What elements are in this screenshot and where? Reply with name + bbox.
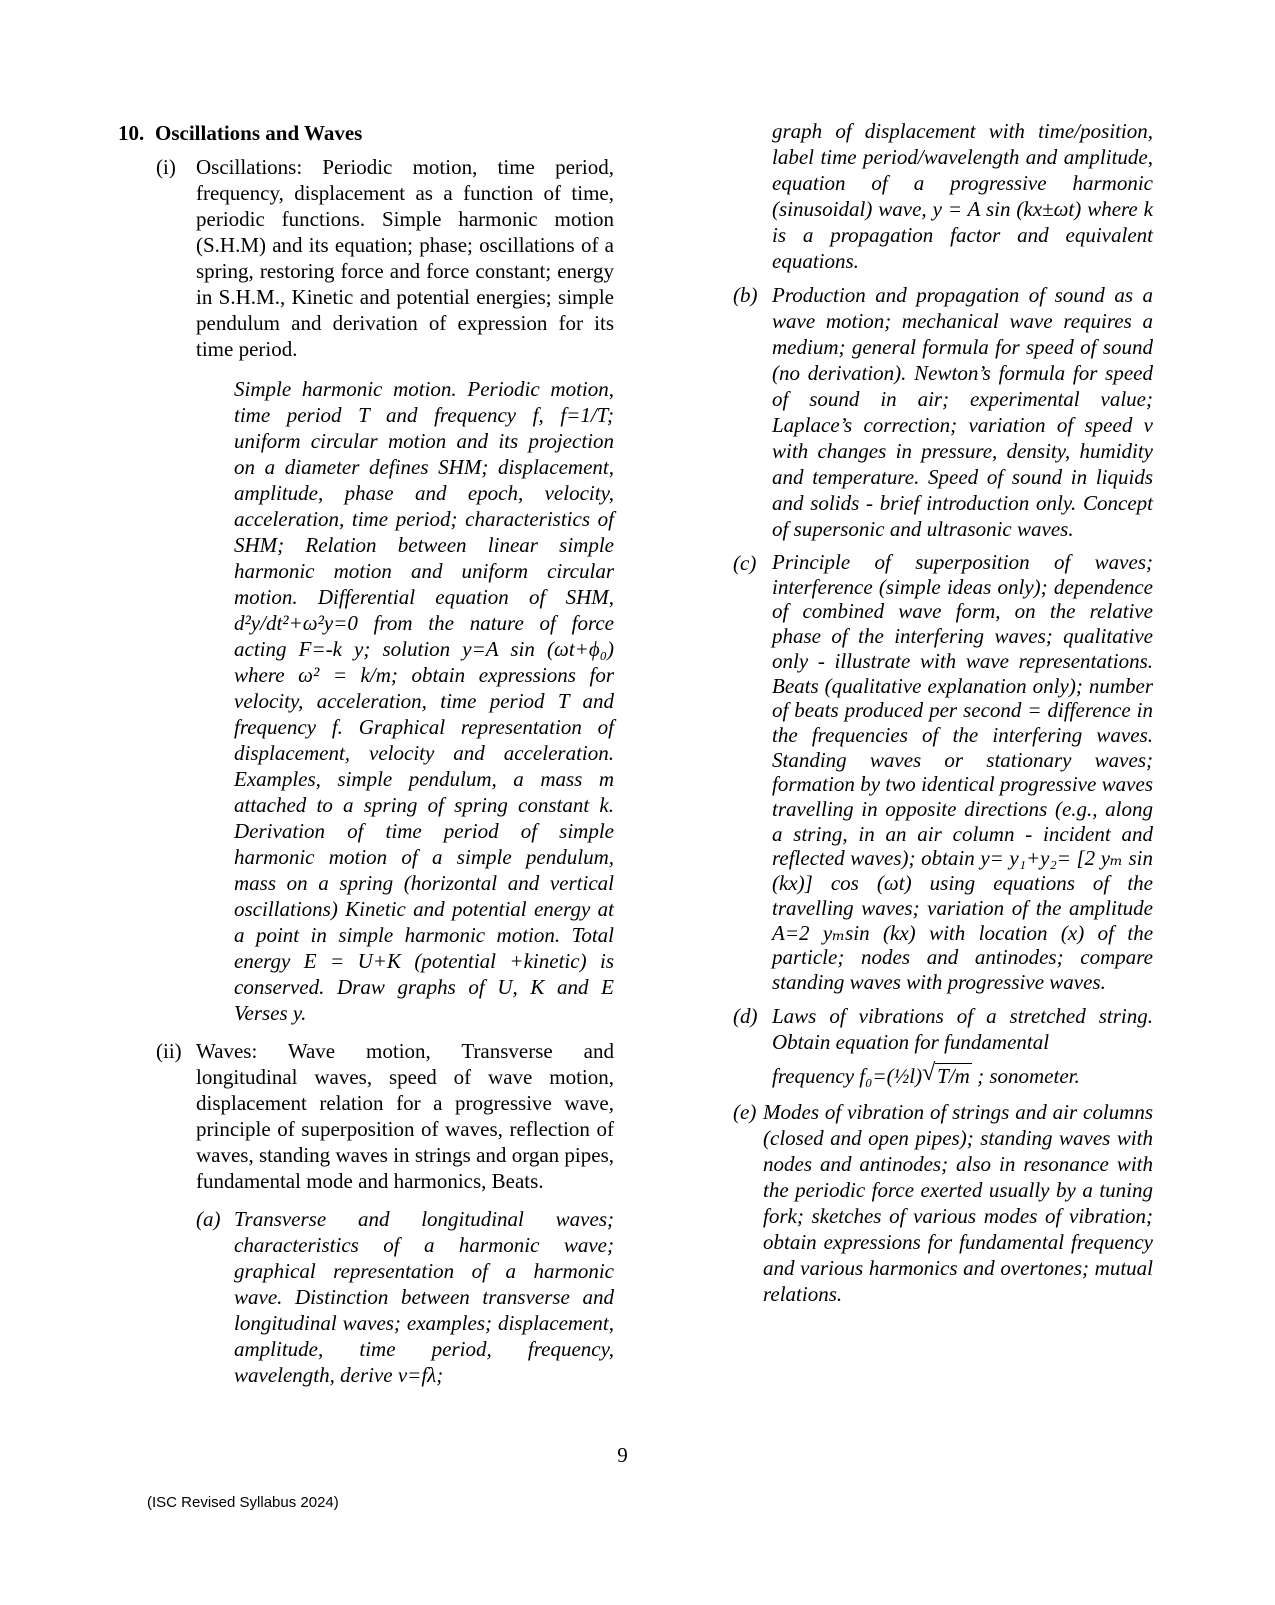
subitem-label: (c) [733,551,757,575]
amplitude-equation: A=2 yₘsin (kx) [772,920,916,945]
subitem-text: Production and propagation of sound as a wave motion; mechanical wave requires a medium; general formula for speed of sound (no derivation). Newton’s formula for speed of sound in air; experimental value; Laplace’s correction; variation of speed v with changes in pressure, density, humidity and temperature. Speed of sound in liquids and solids - brief introduction only. Concept of supersonic and ultrasonic waves. [772,283,1153,541]
subitem-c [733,550,1153,995]
subitem-text: Laws of vibrations of a stretched string. Obtain equation for fundamental [772,1003,1153,1054]
c-text-3: with location (x) of the particle; nodes and antinodes; compare standing waves with progressive waves. [772,920,1154,994]
subitem-text: Transverse and longitudinal waves; characteristics of a harmonic wave; graphical representation of a harmonic wave. Distinction between transverse and longitudinal waves; examples; displacement, amplitude, time period, frequency, wavelength, derive v=fλ; [234,1207,614,1387]
item-oscillations [118,154,614,362]
subitem-text: Modes of vibration of strings and air columns (closed and open pipes); standing waves with nodes and antinodes; also in resonance with the periodic force exerted usually by a tuning fork; sketches of various modes of vibration; obtain expressions for fundamental frequency and various harmonics and overtones; mutual relations. [763,1099,1153,1306]
frequency-formula [772,1059,1153,1089]
subitem-d [733,1003,1153,1089]
item-text: Waves: Wave motion, Transverse and longitudinal waves, speed of wave motion, displacement relation for a progressive wave, principle of superposition of waves, reflection of waves, standing waves in strings and organ pipes, fundamental mode and harmonics, Beats. [196,1039,614,1193]
detail-text-2: from the nature of force acting F=-k y; solution y=A sin (ωt+ϕ₀) where ω² = k/m; obtain expressions for velocity, acceleration, time period T and frequency f. Graphical representation of displacement, velocity and acceleration. Examples, simple pendulum, a mass m attached to a spring of spring constant k. Derivation of time period of simple harmonic motion of a simple pendulum, mass on a spring (horizontal and vertical oscillations) Kinetic and potential energy at a point in simple harmonic motion. Total energy E = U+K (potential +kinetic) is conserved. Draw graphs of U, K and E Verses y. [234,611,614,1025]
subitem-e [733,1099,1153,1307]
footer-note: (ISC Revised Syllabus 2024) [147,1494,339,1511]
subitem-b [733,282,1153,542]
subitem-text: graph of displacement with time/position, label time period/wavelength and amplitude, equation of a progressive harmonic (sinusoidal) wave, y = A sin (kx±ωt) where k is a propagation factor and equivalent equations. [772,119,1153,273]
item-label: (ii) [156,1039,182,1063]
subitem-label: (d) [733,1003,758,1028]
sqrt-argument: T/m [937,1063,970,1088]
item-waves [118,1038,614,1194]
shm-equation: d²y/dt²+ω²y=0 [234,611,358,635]
section-title: Oscillations and Waves [155,121,363,145]
page-number: 9 [617,1443,628,1467]
section-number: 10. [118,121,145,145]
c-text-2: using equations of the travelling waves; variation of the amplitude [772,871,1153,920]
c-text-1: Principle of superposition of waves; interference (simple ideas only); dependence of combined wave form, on the relative phase of the interfering waves; qualitative only - illustrate with wave representations. Beats (qualitative explanation only); number of beats produced per second = difference in the frequencies of the interfering waves. Standing waves or stationary waves; formation by two identical progressive waves travelling in opposite directions (e.g., along a string, in an air column - incident and reflected waves); obtain [772,550,1153,871]
item-label: (i) [156,155,176,179]
item-text: Oscillations: Periodic motion, time period, frequency, displacement as a function of time, periodic functions. Simple harmonic motion (S.H.M) and its equation; phase; oscillations of a spring, restoring force and force constant; energy in S.H.M., Kinetic and potential energies; simple pendulum and derivation of expression for its time period. [196,155,614,361]
subitem-label: (a) [196,1207,221,1231]
freq-post: ; sonometer. [977,1063,1080,1088]
oscillations-detail [118,376,614,1026]
detail-paragraph [234,376,614,1026]
sqrt-symbol: √ T/m [922,1059,970,1088]
detail-text-1: Simple harmonic motion. Periodic motion, time period T and frequency f, f=1/T; uniform circular motion and its projection on a diameter defines SHM; displacement, amplitude, phase and epoch, velocity, acceleration, time period; characteristics of SHM; Relation between linear simple harmonic motion and uniform circular motion. Differential equation of SHM, [234,377,614,609]
subitem-text [772,550,1153,995]
subitem-a [118,1206,614,1388]
standing-wave-equation: y= y₁+y₂= [2 yₘ sin (kx)] cos (ωt) [772,846,1153,896]
subitem-label: (b) [733,283,758,307]
subitem-label: (e) [733,1099,757,1124]
section-heading [118,120,614,146]
right-column [733,118,1153,1307]
subitem-a-continued [733,118,1153,274]
left-column [118,118,614,1388]
freq-pre: frequency f₀=(½l) [772,1063,923,1088]
